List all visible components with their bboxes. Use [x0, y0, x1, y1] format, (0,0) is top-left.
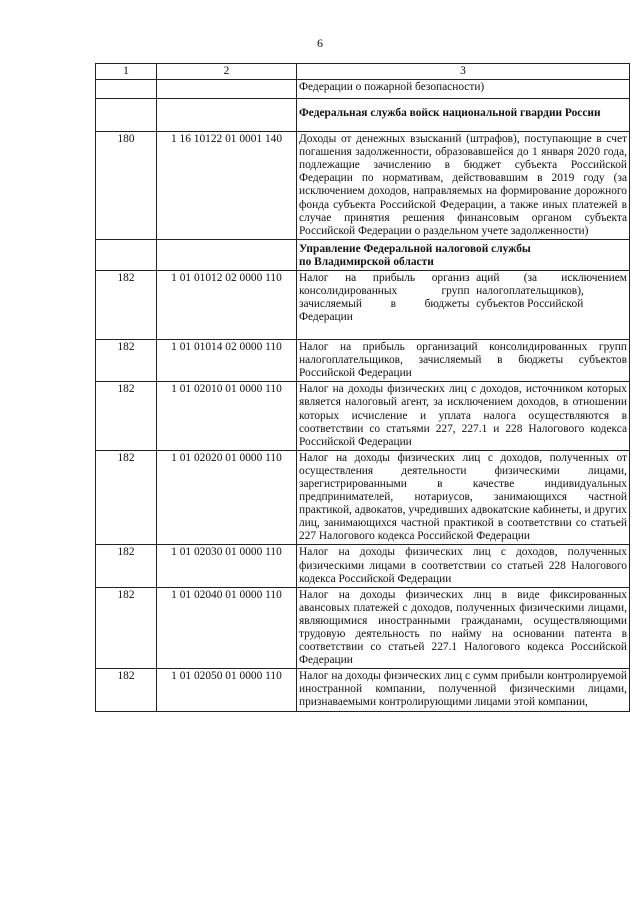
section-heading-row: [96, 99, 630, 132]
revenue-description: Налог на доходы физических лиц с доходов, полученных от осуществления деятельности физическими лицами, зарегистрированными в качестве индивидуальных предпринимателей, нотариусов, занимающихся частной практикой, адвокатов, учредивших адвокатские кабинеты, и других лиц, занимающихся частной практикой в соответствии со статьей 227 Налогового кодекса Российской Федерации: [297, 450, 630, 545]
column-header-2: 2: [157, 64, 297, 80]
kbk-code: 1 16 10122 01 0001 140: [157, 132, 297, 240]
section-heading-fns: [297, 239, 630, 270]
revenue-description: Налог на прибыль организаций консолидированных групп налогоплательщиков, зачисляемый в бюджеты субъектов Российской Федерации: [297, 340, 630, 382]
admin-code: 182: [96, 450, 157, 545]
admin-code: 182: [96, 545, 157, 587]
kbk-code: 1 01 02010 01 0000 110: [157, 382, 297, 450]
section-heading-rosgvardia: Федеральная служба войск национальной гвардии России: [297, 99, 630, 132]
admin-code: 182: [96, 271, 157, 340]
table-row-continuation: [96, 80, 630, 99]
revenue-description: Доходы от денежных взысканий (штрафов), поступающие в счет погашения задолженности, образовавшейся до 1 января 2020 года, подлежащие зачислению в бюджет субъекта Российской Федерации по нормативам, действовавшим в 2019 году (за исключением доходов, направляемых на формирование дорожного фонда субъекта Российской Федерации, а также иных платежей в случае принятия решения финансовым органом субъекта Российской Федерации о раздельном учете задолженности): [297, 132, 630, 240]
table-row: [96, 545, 630, 587]
kbk-code: 1 01 02030 01 0000 110: [157, 545, 297, 587]
revenue-description: Налог на доходы физических лиц с доходов, полученных физическими лицами в соответствии со статьей 228 Налогового кодекса Российской Федерации: [297, 545, 630, 587]
revenue-description-right: аций (за исключением налогоплательщиков), субъектов Российской: [476, 272, 627, 311]
table-row: [96, 340, 630, 382]
admin-code: 182: [96, 587, 157, 669]
section-heading-line: по Владимирской области: [299, 255, 434, 268]
section-heading-row: [96, 239, 630, 270]
continuation-text: Федерации о пожарной безопасности): [297, 80, 630, 99]
table-row: [96, 271, 630, 340]
revenue-description: Налог на доходы физических лиц с доходов, источником которых является налоговый агент, за исключением доходов, в отношении которых исчисление и уплата налога осуществляются в соответствии со статьями 227, 227.1 и 228 Налогового кодекса Российской Федерации: [297, 382, 630, 450]
admin-code: 182: [96, 382, 157, 450]
section-heading-line: Управление Федеральной налоговой службы: [299, 242, 531, 255]
kbk-code: 1 01 01014 02 0000 110: [157, 340, 297, 382]
admin-code: 180: [96, 132, 157, 240]
revenue-description: [297, 271, 630, 340]
column-header-3: 3: [297, 64, 630, 80]
table-row: [96, 450, 630, 545]
admin-code: 182: [96, 669, 157, 711]
table-row: [96, 669, 630, 711]
page-number: 6: [317, 36, 323, 50]
kbk-code: 1 01 01012 02 0000 110: [157, 271, 297, 340]
kbk-code: 1 01 02050 01 0000 110: [157, 669, 297, 711]
kbk-code: 1 01 02020 01 0000 110: [157, 450, 297, 545]
table-row: [96, 587, 630, 669]
revenue-description: Налог на доходы физических лиц с сумм прибыли контролируемой иностранной компании, полученной физическими лицами, признаваемыми контролирующими лицами этой компании,: [297, 669, 630, 711]
revenue-classification-table: [95, 63, 630, 712]
column-header-1: 1: [96, 64, 157, 80]
table-header-row: [96, 64, 630, 80]
table-row: [96, 132, 630, 240]
admin-code: 182: [96, 340, 157, 382]
revenue-description-left: Налог на прибыль организ консолидированных групп зачисляемый в бюджеты Федерации: [299, 272, 470, 324]
revenue-description: Налог на доходы физических лиц в виде фиксированных авансовых платежей с доходов, полученных физическими лицами, являющимися иностранными гражданами, осуществляющими трудовую деятельность по найму на основании патента в соответствии со статьей 227.1 Налогового кодекса Российской Федерации: [297, 587, 630, 669]
table-row: [96, 382, 630, 450]
kbk-code: 1 01 02040 01 0000 110: [157, 587, 297, 669]
